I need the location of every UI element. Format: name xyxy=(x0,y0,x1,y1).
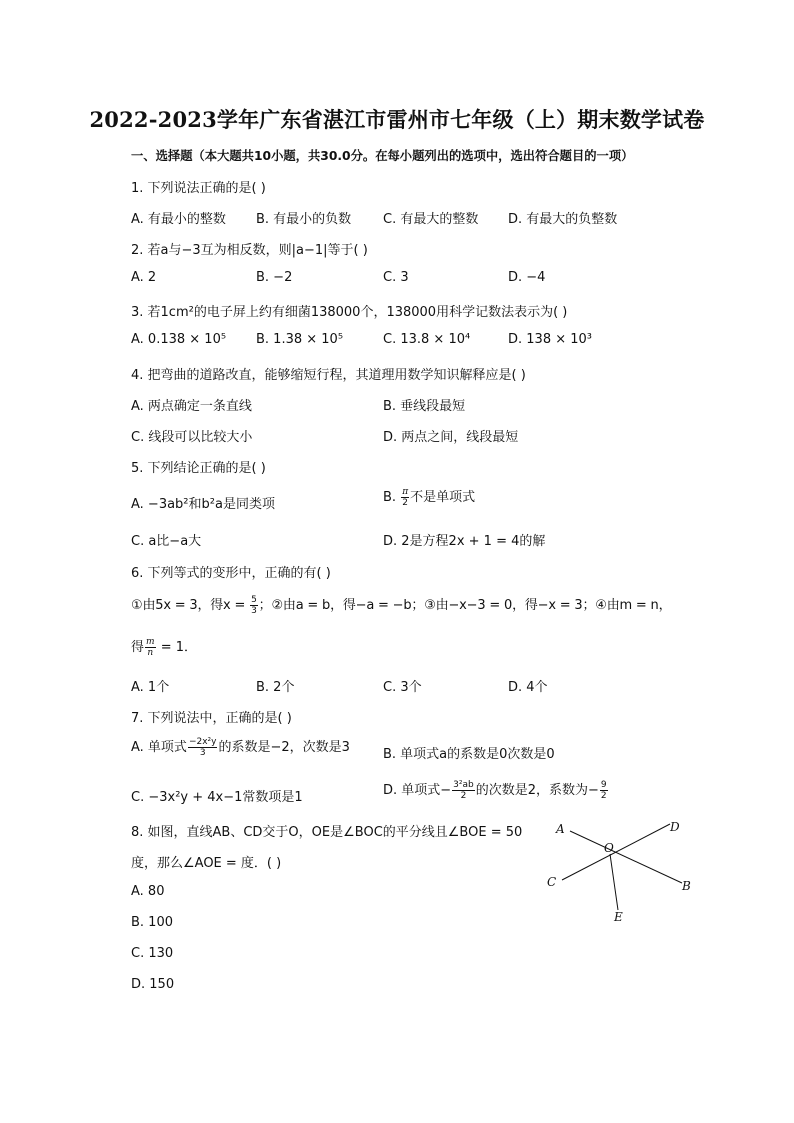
question-5-option-d: D. 2是方程2x + 1 = 4的解 xyxy=(383,534,546,549)
question-8-stem-line-2: 度，那么∠AOE = 度．( ) xyxy=(131,856,282,871)
question-2-option-c: C. 3 xyxy=(383,270,409,285)
question-8-option-b: B. 100 xyxy=(131,915,173,930)
question-4-option-c: C. 线段可以比较大小 xyxy=(131,430,253,445)
question-1-stem: 1. 下列说法正确的是( ) xyxy=(131,181,266,196)
intersecting-lines-figure xyxy=(540,814,720,929)
question-6-statement-line-1: ①由5x = 3，得x = $\frac{5}{3}$ ；②由a = b，得−a = −b；③由−x−3 = 0，得−x = 3；④由m = n， xyxy=(131,595,672,616)
question-3-option-c: C. 13.8 × 10⁴ xyxy=(383,332,471,347)
question-8-option-a: A. 80 xyxy=(131,884,165,899)
label-a: A xyxy=(556,822,565,836)
question-4-option-d: D. 两点之间，线段最短 xyxy=(383,430,519,445)
label-e: E xyxy=(614,910,623,924)
question-6-option-c: C. 3个 xyxy=(383,680,422,695)
question-3-option-d: D. 138 × 10³ xyxy=(508,332,592,347)
question-6-option-a: A. 1个 xyxy=(131,680,170,695)
fraction: $\frac{9}{2}$ xyxy=(600,780,607,801)
label-d: D xyxy=(670,820,680,834)
question-8-option-c: C. 130 xyxy=(131,946,174,961)
question-6-option-b: B. 2个 xyxy=(256,680,295,695)
question-3-option-b: B. 1.38 × 10⁵ xyxy=(256,332,344,347)
fraction: $\frac{\text{3²ab}}{2}$ xyxy=(453,780,474,801)
question-2-option-d: D. −4 xyxy=(508,270,546,285)
question-4-option-b: B. 垂线段最短 xyxy=(383,399,466,414)
question-3-stem: 3. 若1cm²的电子屏上约有细菌138000个，138000用科学记数法表示为( ) xyxy=(131,305,568,320)
question-4-option-a: A. 两点确定一条直线 xyxy=(131,399,252,414)
question-2-stem: 2. 若a与−3互为相反数，则|a−1|等于( ) xyxy=(131,243,368,258)
question-8-option-d: D. 150 xyxy=(131,977,175,992)
question-7-stem: 7. 下列说法中，正确的是( ) xyxy=(131,711,292,726)
line-cd xyxy=(562,824,670,880)
question-2-option-b: B. −2 xyxy=(256,270,293,285)
question-1-option-d: D. 有最大的负整数 xyxy=(508,212,618,227)
question-7-option-c: C. −3x²y + 4x−1常数项是1 xyxy=(131,790,303,805)
question-1-option-b: B. 有最小的负数 xyxy=(256,212,352,227)
label-b: B xyxy=(682,879,691,893)
question-5-option-a: A. −3ab²和b²a是同类项 xyxy=(131,497,275,512)
label-o: O xyxy=(604,841,614,855)
line-ab xyxy=(570,831,682,883)
ray-oe xyxy=(610,854,618,910)
question-1-option-a: A. 有最小的整数 xyxy=(131,212,226,227)
question-7-option-d: D. 单项式− $\frac{\text{3²ab}}{2}$ 的次数是2，系数为− $\frac{9}{2}$ xyxy=(383,780,607,801)
question-1-option-c: C. 有最大的整数 xyxy=(383,212,479,227)
page-title: 2022-2023学年广东省湛江市雷州市七年级（上）期末数学试卷 xyxy=(89,107,705,132)
question-7-option-a: A. 单项式 $\frac{\text{−2x²y}}{3}$ 的系数是−2，次数是3 xyxy=(131,737,350,758)
question-6-stem: 6. 下列等式的变形中，正确的有( ) xyxy=(131,566,331,581)
question-5-option-b: B. $\frac{\pi}{2}$ 不是单项式 xyxy=(383,487,476,508)
question-5-stem: 5. 下列结论正确的是( ) xyxy=(131,461,266,476)
question-4-stem: 4. 把弯曲的道路改直，能够缩短行程，其道理用数学知识解释应是( ) xyxy=(131,368,526,383)
question-7-option-b: B. 单项式a的系数是0次数是0 xyxy=(383,747,555,762)
fraction: $\frac{\text{−2x²y}}{3}$ xyxy=(188,737,217,758)
fraction: $\frac{5}{3}$ xyxy=(251,595,257,616)
question-5-option-c: C. a比−a大 xyxy=(131,534,202,549)
question-8-stem-line-1: 8. 如图，直线AB、CD交于O，OE是∠BOC的平分线且∠BOE = 50 xyxy=(131,825,523,840)
fraction: $\frac{m}{n}$ xyxy=(146,637,155,658)
section-heading: 一、选择题（本大题共10小题，共30.0分。在每小题列出的选项中，选出符合题目的一项） xyxy=(131,149,634,163)
label-c: C xyxy=(547,875,557,889)
question-6-statement-line-2: 得 $\frac{m}{n}$ = 1． xyxy=(131,637,197,658)
question-6-option-d: D. 4个 xyxy=(508,680,548,695)
fraction: $\frac{\pi}{2}$ xyxy=(402,487,409,508)
question-3-option-a: A. 0.138 × 10⁵ xyxy=(131,332,227,347)
question-2-option-a: A. 2 xyxy=(131,270,157,285)
